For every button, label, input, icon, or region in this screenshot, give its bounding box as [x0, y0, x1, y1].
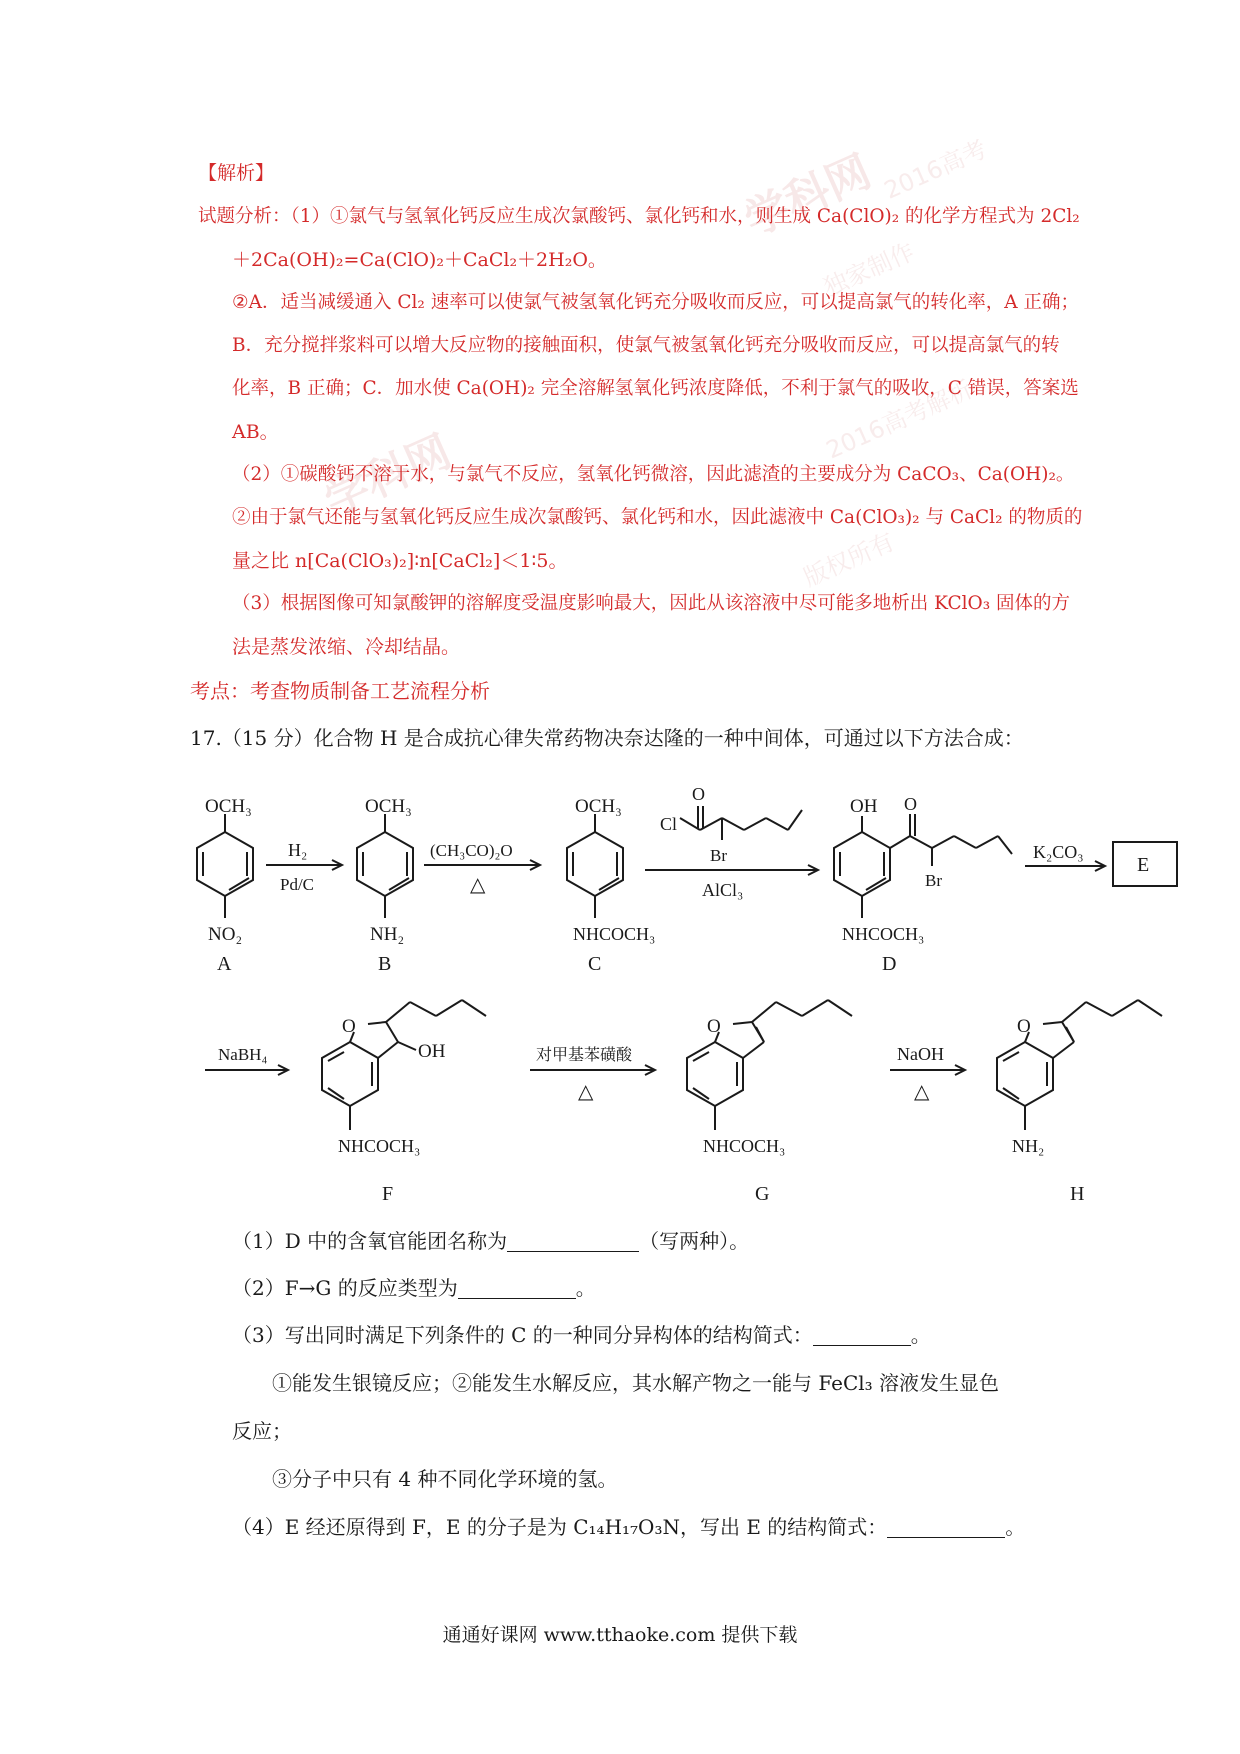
compound-c-top: OCH₃ — [575, 796, 622, 817]
question-2-suffix: 。 — [575, 1276, 596, 1300]
analysis-line-3: ②A．适当减缓通入 Cl₂ 速率可以使氯气被氢氧化钙充分吸收而反应，可以提高氯气的转化率，A 正确； — [232, 292, 1079, 313]
compound-g-bottom: NHCOCH₃ — [703, 1136, 786, 1156]
condition-1-cont: 反应； — [232, 1419, 292, 1443]
compound-h-bottom: NH₂ — [1012, 1136, 1045, 1156]
analysis-kaodian: 考点：考查物质制备工艺流程分析 — [190, 679, 490, 703]
compound-d-oh: OH — [850, 796, 878, 817]
compound-f-oh: OH — [418, 1041, 446, 1062]
compound-f-label: F — [382, 1183, 394, 1205]
reagent-3-br: Br — [710, 846, 727, 865]
analysis-line-11: 法是蒸发浓缩、冷却结晶。 — [232, 636, 461, 658]
question-3 — [232, 1322, 931, 1348]
analysis-header: 【解析】 — [198, 162, 275, 184]
question-4 — [232, 1514, 1025, 1540]
condition-1: ①能发生银镜反应；②能发生水解反应，其水解产物之一能与 FeCl₃ 溶液发生显色 — [272, 1371, 1000, 1395]
question-3-text: （3）写出同时满足下列条件的 C 的一种同分异构体的结构简式： — [232, 1323, 813, 1347]
question-3-suffix: 。 — [910, 1323, 931, 1347]
compound-g-o: O — [707, 1016, 721, 1037]
compound-b-label: B — [378, 953, 392, 975]
reagent-3-o: O — [692, 784, 705, 804]
analysis-line-5: 化率，B 正确；C．加水使 Ca(OH)₂ 完全溶解氢氧化钙浓度降低，不利于氯气的吸收，C 错误，答案选 — [232, 378, 1079, 399]
analysis-line-1: 试题分析：（1）①氯气与氢氧化钙反应生成次氯酸钙、氯化钙和水，则生成 Ca(ClO)₂ 的化学方程式为 2Cl₂ — [198, 206, 1080, 227]
reagent-4-top: K₂CO₃ — [1033, 842, 1084, 862]
analysis-line-9: 量之比 n[Ca(ClO₃)₂]∶n[CaCl₂]＜1∶5。 — [232, 550, 568, 572]
question-2-text: （2）F→G 的反应类型为 — [232, 1276, 458, 1300]
reagent-2-top: (CH₃CO)₂O — [430, 841, 513, 860]
analysis-line-4: B．充分搅拌浆料可以增大反应物的接触面积，使氯气被氢氧化钙充分吸收而反应，可以提高氯气的转 — [232, 335, 1060, 356]
reagent-3-bottom: AlCl₃ — [702, 880, 744, 900]
question-stem: 17.（15 分）化合物 H 是合成抗心律失常药物决奈达隆的一种中间体，可通过以下方法合成： — [190, 726, 1024, 750]
condition-2: ③分子中只有 4 种不同化学环境的氢。 — [272, 1467, 618, 1491]
analysis-line-10: （3）根据图像可知氯酸钾的溶解度受温度影响最大，因此从该溶液中尽可能多地析出 KClO₃ 固体的方 — [232, 593, 1071, 614]
compound-d — [834, 794, 1012, 975]
watermark-logo-2: 学科网 — [317, 425, 459, 527]
analysis-line-2: ＋2Ca(OH)₂=Ca(ClO)₂＋CaCl₂＋2H₂O。 — [232, 249, 607, 271]
compound-a-bottom: NO₂ — [208, 924, 243, 945]
compound-h-o: O — [1017, 1016, 1031, 1037]
question-4-text: （4）E 经还原得到 F，E 的分子是为 C₁₄H₁₇O₃N，写出 E 的结构简式： — [232, 1515, 888, 1539]
compound-a-label: A — [217, 953, 232, 975]
reagent-3-structure — [660, 784, 802, 865]
compound-d-label: D — [882, 953, 897, 975]
compound-f — [322, 1000, 486, 1205]
reagent-6-top: 对甲基苯磺酸 — [536, 1047, 633, 1064]
analysis-line-8: ②由于氯气还能与氢氧化钙反应生成次氯酸钙、氯化钙和水，因此滤液中 Ca(ClO₃)₂ 与 CaCl₂ 的物质的 — [232, 507, 1083, 528]
compound-h-label: H — [1070, 1183, 1085, 1205]
compound-g — [687, 1000, 852, 1205]
answer-blank-1[interactable] — [507, 1231, 639, 1252]
question-1 — [232, 1228, 749, 1254]
reagent-7-bottom: △ — [914, 1081, 930, 1103]
question-4-suffix: 。 — [1005, 1515, 1026, 1539]
question-2 — [232, 1275, 596, 1301]
reagent-3-cl: Cl — [660, 814, 678, 834]
compound-g-label: G — [755, 1183, 770, 1205]
compound-d-bottom: NHCOCH₃ — [842, 924, 925, 944]
reagent-1-top: H₂ — [288, 840, 308, 860]
compound-c — [567, 796, 655, 975]
compound-c-label: C — [588, 953, 602, 975]
compound-b — [357, 796, 413, 975]
watermark-copyright: 独家制作 — [819, 237, 919, 303]
compound-d-br: Br — [925, 871, 942, 890]
reagent-2-bottom: △ — [470, 874, 486, 896]
question-1-suffix: （写两种）。 — [639, 1229, 750, 1253]
reagent-5-top: NaBH₄ — [218, 1045, 268, 1064]
compound-b-bottom: NH₂ — [370, 924, 405, 945]
watermark-year-2: 2016高考解析 — [822, 375, 977, 465]
watermark-copyright-2: 版权所有 — [799, 527, 899, 593]
compound-h — [997, 1000, 1162, 1205]
compound-d-ketone-o: O — [904, 794, 917, 814]
reagent-7-top: NaOH — [897, 1044, 944, 1064]
watermark-logo: 学科网 — [737, 145, 879, 247]
reagent-1-bottom: Pd/C — [280, 875, 315, 894]
compound-f-o: O — [342, 1016, 356, 1037]
answer-blank-2[interactable] — [458, 1278, 576, 1299]
question-1-text: （1）D 中的含氧官能团名称为 — [232, 1229, 508, 1253]
compound-a-top: OCH₃ — [205, 796, 252, 817]
compound-a — [197, 796, 253, 975]
page-footer: 通通好课网 www.tthaoke.com 提供下载 — [442, 1624, 798, 1646]
analysis-line-7: （2）①碳酸钙不溶于水，与氯气不反应，氢氧化钙微溶，因此滤渣的主要成分为 CaCO₃、Ca(OH)₂。 — [232, 464, 1075, 485]
compound-b-top: OCH₃ — [365, 796, 412, 817]
analysis-line-6: AB。 — [232, 421, 279, 443]
compound-e-label: E — [1137, 854, 1150, 876]
answer-blank-4[interactable] — [887, 1517, 1005, 1538]
watermark-year: 2016高考 — [880, 134, 992, 205]
reaction-scheme — [0, 770, 1240, 1290]
compound-c-bottom: NHCOCH₃ — [573, 924, 656, 944]
answer-blank-3[interactable] — [813, 1325, 911, 1346]
reagent-6-bottom: △ — [578, 1081, 594, 1103]
compound-f-bottom: NHCOCH₃ — [338, 1136, 421, 1156]
